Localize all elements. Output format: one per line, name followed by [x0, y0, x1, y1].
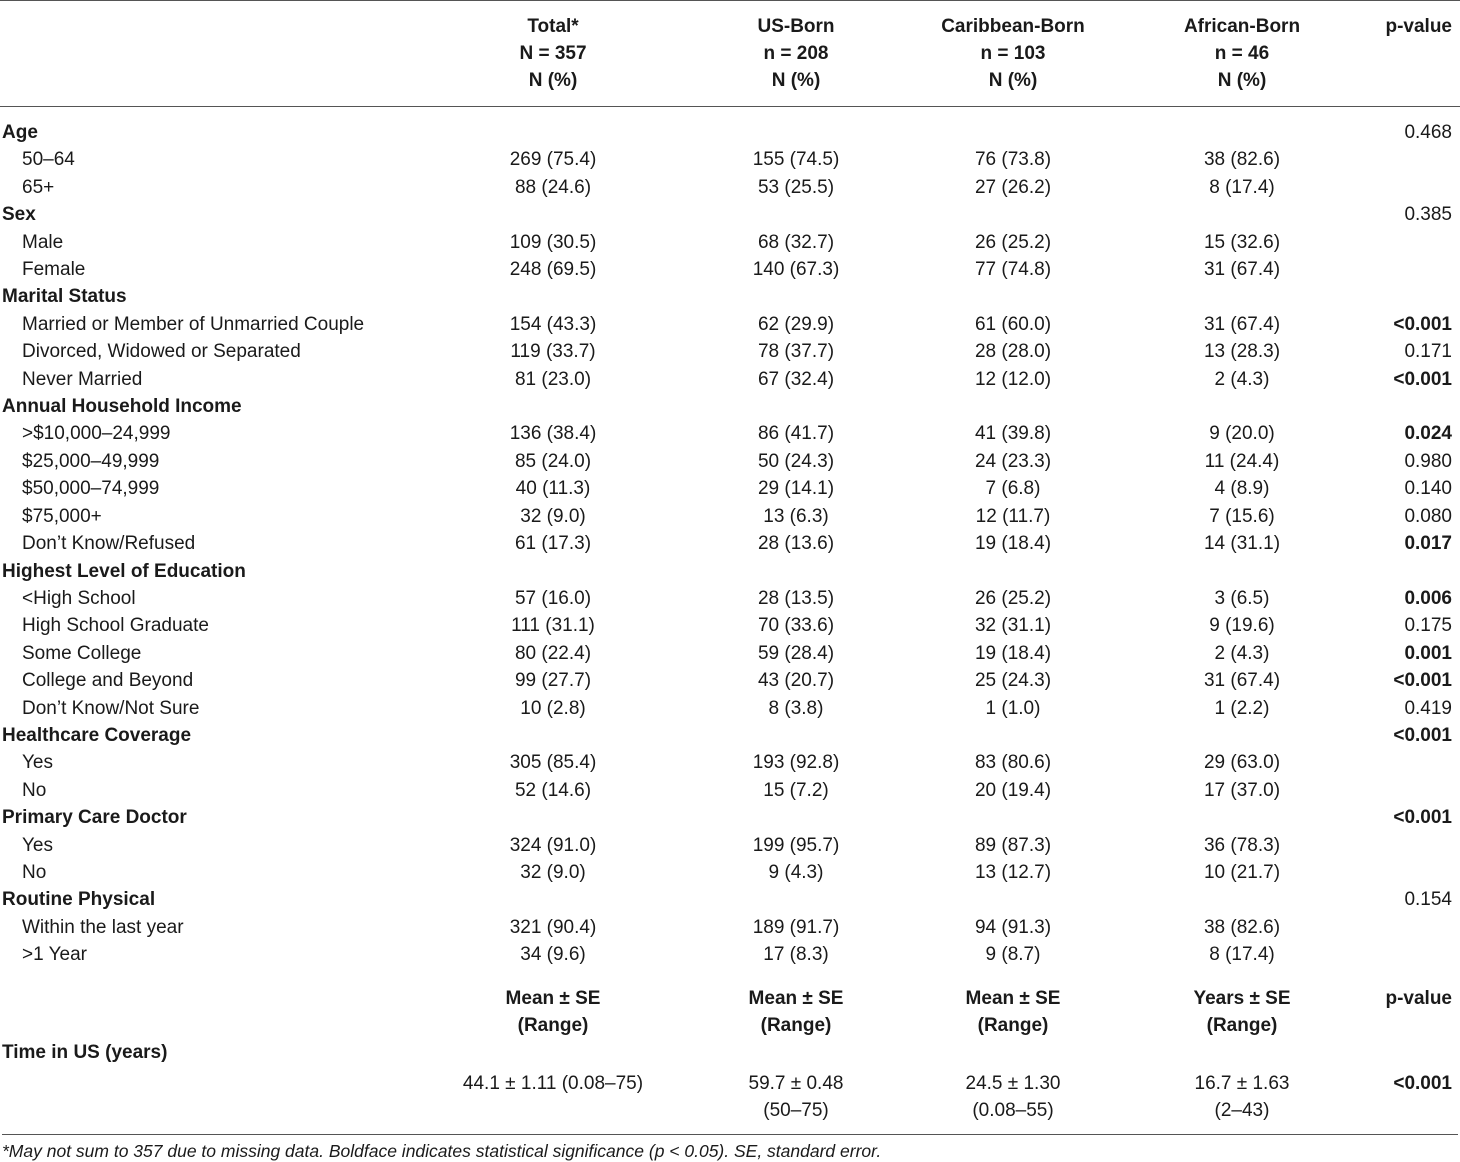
cell-pvalue: [1364, 558, 1460, 585]
cell-caribbean-born: [906, 119, 1120, 146]
cell-us-born: 140 (67.3): [752, 259, 840, 281]
cell-total: 88 (24.6): [514, 176, 592, 198]
cell-total: 85 (24.0): [514, 450, 592, 472]
cell-caribbean-born: 1 (1.0): [985, 697, 1041, 719]
section-label: Age: [2, 122, 38, 143]
cell-total: [420, 393, 686, 420]
mean-header-us-born-l2: (Range): [760, 1014, 832, 1036]
mean-header-caribbean-born-l2: (Range): [977, 1014, 1049, 1036]
cell-african-born: 31 (67.4): [1203, 313, 1281, 335]
cell-pvalue: [1364, 832, 1460, 859]
cell-pvalue: <0.001: [1393, 724, 1452, 746]
cell-pvalue: <0.001: [1393, 807, 1452, 829]
cell-us-born: 13 (6.3): [763, 505, 829, 527]
time-african-born-l2: (2–43): [1214, 1100, 1270, 1121]
time-label-empty-5: [1364, 1039, 1460, 1066]
header-total-unit: N (%): [528, 70, 578, 91]
cell-african-born: [1120, 558, 1364, 585]
table-row: [0, 695, 1460, 722]
cell-caribbean-born: 89 (87.3): [974, 834, 1052, 856]
mean-header-pvalue: p-value: [1385, 987, 1452, 1009]
section-row: [0, 283, 1460, 310]
time-label-empty-1: [420, 1039, 686, 1066]
cell-caribbean-born: [906, 393, 1120, 420]
row-label: Female: [22, 259, 86, 281]
cell-african-born: [1120, 722, 1364, 749]
time-section: [0, 979, 1460, 1130]
cell-caribbean-born: 28 (28.0): [974, 341, 1052, 363]
cell-pvalue: [1364, 174, 1460, 201]
header-african-born: [1120, 1, 1364, 107]
mean-header-african-born: [1120, 979, 1364, 1039]
time-caribbean-born: [906, 1066, 1120, 1130]
section-row: [0, 119, 1460, 146]
header-caribbean-born-unit: N (%): [988, 70, 1038, 91]
cell-pvalue: [1364, 229, 1460, 256]
header-total: [420, 1, 686, 107]
cell-caribbean-born: 25 (24.3): [974, 670, 1052, 692]
table-row: [0, 640, 1460, 667]
cell-african-born: 14 (31.1): [1203, 533, 1281, 555]
cell-pvalue: [1364, 941, 1460, 968]
cell-total: 119 (33.7): [510, 341, 596, 363]
cell-us-born: 155 (74.5): [752, 149, 840, 171]
section-label: Routine Physical: [2, 889, 156, 911]
cell-us-born: 8 (3.8): [768, 697, 824, 719]
cell-pvalue: 0.140: [1404, 478, 1452, 500]
section-row: [0, 201, 1460, 228]
row-label: $75,000+: [22, 505, 102, 527]
cell-caribbean-born: [906, 201, 1120, 228]
section-label: Sex: [2, 204, 36, 226]
table-row: [0, 475, 1460, 502]
header-caribbean-born: [906, 1, 1120, 107]
cell-african-born: 8 (17.4): [1209, 944, 1275, 966]
table-row: [0, 777, 1460, 804]
cell-pvalue: [1364, 256, 1460, 283]
cell-total: 40 (11.3): [515, 478, 591, 500]
cell-us-born: [686, 886, 906, 913]
cell-caribbean-born: 77 (74.8): [974, 259, 1052, 281]
header-pvalue: p-value: [1364, 1, 1460, 107]
header-caribbean-born-n: n = 103: [980, 43, 1046, 64]
time-label-empty-2: [686, 1039, 906, 1066]
cell-us-born: 29 (14.1): [757, 478, 835, 500]
spacer-row: [0, 107, 1460, 120]
cell-pvalue: [1364, 749, 1460, 776]
cell-african-born: 13 (28.3): [1203, 341, 1281, 363]
cell-us-born: 9 (4.3): [768, 861, 824, 883]
cell-us-born: 70 (33.6): [757, 615, 835, 637]
section-label: Marital Status: [2, 286, 127, 308]
mean-header-us-born-l1: Mean ± SE: [748, 987, 844, 1009]
row-label: No: [22, 779, 47, 801]
cell-african-born: [1120, 119, 1364, 146]
table-row: [0, 530, 1460, 557]
table-row: [0, 859, 1460, 886]
cell-us-born: 15 (7.2): [763, 779, 829, 801]
section-row: [0, 886, 1460, 913]
cell-pvalue: [1364, 914, 1460, 941]
cell-total: 34 (9.6): [520, 944, 586, 966]
cell-pvalue: 0.175: [1404, 615, 1452, 637]
cell-african-born: 38 (82.6): [1203, 149, 1281, 171]
cell-us-born: 86 (41.7): [757, 423, 835, 445]
cell-caribbean-born: 26 (25.2): [974, 231, 1052, 253]
cell-african-born: [1120, 201, 1364, 228]
cell-total: [420, 558, 686, 585]
cell-us-born: 189 (91.7): [752, 916, 840, 938]
cell-us-born: [686, 283, 906, 310]
spacer-row: [0, 969, 1460, 979]
mean-header-us-born: [686, 979, 906, 1039]
cell-african-born: 11 (24.4): [1204, 450, 1280, 472]
header-empty: [0, 1, 420, 107]
row-label: Within the last year: [22, 916, 184, 938]
cell-african-born: 8 (17.4): [1209, 176, 1275, 198]
table-row: [0, 366, 1460, 393]
cell-african-born: 9 (20.0): [1209, 423, 1275, 445]
table-row: [0, 256, 1460, 283]
cell-african-born: 7 (15.6): [1209, 505, 1275, 527]
cell-pvalue: <0.001: [1393, 313, 1452, 335]
cell-us-born: [686, 201, 906, 228]
table-row: [0, 448, 1460, 475]
cell-african-born: 31 (67.4): [1203, 670, 1281, 692]
row-label: College and Beyond: [22, 670, 194, 692]
table-row: [0, 174, 1460, 201]
cell-african-born: [1120, 886, 1364, 913]
row-label: Yes: [22, 752, 53, 774]
time-label: Time in US (years): [2, 1041, 168, 1063]
time-values-row: [0, 1066, 1460, 1130]
table-row: [0, 914, 1460, 941]
footnote: *May not sum to 357 due to missing data. Boldface indicates statistical significance (p < 0.05). SE, standard error.: [2, 1134, 1458, 1162]
cell-caribbean-born: 13 (12.7): [974, 861, 1052, 883]
table-row: [0, 585, 1460, 612]
cell-us-born: 28 (13.5): [757, 587, 835, 609]
row-label: Married or Member of Unmarried Couple: [22, 313, 365, 335]
cell-caribbean-born: 9 (8.7): [985, 944, 1041, 966]
time-african-born: [1120, 1066, 1364, 1130]
cell-african-born: 4 (8.9): [1214, 478, 1270, 500]
cell-pvalue: 0.024: [1404, 423, 1452, 445]
header-us-born-title: US-Born: [757, 16, 835, 37]
table-row: [0, 749, 1460, 776]
cell-pvalue: <0.001: [1393, 368, 1452, 390]
cell-caribbean-born: 19 (18.4): [974, 642, 1052, 664]
cell-total: 57 (16.0): [514, 587, 592, 609]
table-row: [0, 503, 1460, 530]
cell-total: 81 (23.0): [514, 368, 592, 390]
row-label: >1 Year: [22, 944, 87, 966]
cell-total: [420, 201, 686, 228]
spacer-cell: [0, 107, 1460, 120]
cell-caribbean-born: [906, 804, 1120, 831]
header-us-born-n: n = 208: [763, 43, 829, 64]
cell-pvalue: [1364, 859, 1460, 886]
section-label: Highest Level of Education: [2, 560, 246, 582]
cell-total: 269 (75.4): [509, 149, 597, 171]
cell-african-born: 2 (4.3): [1214, 368, 1270, 390]
cell-caribbean-born: 61 (60.0): [974, 313, 1052, 335]
cell-total: 32 (9.0): [520, 861, 586, 883]
cell-total: [420, 886, 686, 913]
table-row: [0, 338, 1460, 365]
row-label: 65+: [22, 176, 55, 198]
row-label: 50–64: [22, 149, 75, 171]
row-label: >$10,000–24,999: [22, 423, 171, 445]
cell-us-born: 193 (92.8): [752, 752, 840, 774]
cell-caribbean-born: 24 (23.3): [974, 450, 1052, 472]
cell-pvalue: 0.006: [1404, 587, 1452, 609]
cell-pvalue: 0.468: [1404, 122, 1452, 143]
mean-header-caribbean-born: [906, 979, 1120, 1039]
header-african-born-n: n = 46: [1214, 43, 1270, 64]
cell-us-born: [686, 804, 906, 831]
cell-caribbean-born: 76 (73.8): [974, 149, 1052, 171]
mean-header-african-born-l1: Years ± SE: [1193, 987, 1291, 1009]
cell-pvalue: 0.080: [1404, 505, 1452, 527]
table-row: [0, 311, 1460, 338]
section-label: Healthcare Coverage: [2, 724, 192, 746]
cell-caribbean-born: [906, 722, 1120, 749]
time-pvalue: <0.001: [1393, 1073, 1452, 1094]
table-row: [0, 612, 1460, 639]
cell-caribbean-born: 41 (39.8): [974, 423, 1052, 445]
cell-total: 136 (38.4): [509, 423, 597, 445]
mean-header-empty: [0, 979, 420, 1039]
cell-pvalue: 0.171: [1404, 341, 1452, 363]
cell-african-born: 29 (63.0): [1203, 752, 1281, 774]
cell-us-born: 28 (13.6): [757, 533, 835, 555]
row-label: Some College: [22, 642, 142, 664]
cell-total: 321 (90.4): [509, 916, 597, 938]
cell-total: 52 (14.6): [514, 779, 592, 801]
cell-pvalue: [1364, 146, 1460, 173]
cell-pvalue: 0.017: [1404, 533, 1452, 555]
cell-total: [420, 119, 686, 146]
cell-african-born: 38 (82.6): [1203, 916, 1281, 938]
cell-african-born: 1 (2.2): [1214, 697, 1270, 719]
cell-pvalue: 0.001: [1404, 642, 1452, 664]
cell-us-born: 59 (28.4): [757, 642, 835, 664]
cell-us-born: [686, 393, 906, 420]
cell-us-born: [686, 119, 906, 146]
mean-header-african-born-l2: (Range): [1206, 1014, 1278, 1036]
time-values-empty: [0, 1066, 420, 1130]
section-row: [0, 393, 1460, 420]
cell-caribbean-born: 12 (11.7): [975, 505, 1051, 527]
cell-total: 154 (43.3): [509, 313, 597, 335]
cell-us-born: 50 (24.3): [757, 450, 835, 472]
cell-pvalue: 0.154: [1404, 889, 1452, 911]
header-us-born-unit: N (%): [771, 70, 821, 91]
cell-us-born: 62 (29.9): [757, 313, 835, 335]
row-label: Don’t Know/Refused: [22, 533, 196, 555]
mean-header-row: [0, 979, 1460, 1039]
row-label: $50,000–74,999: [22, 478, 160, 500]
cell-african-born: 15 (32.6): [1203, 231, 1281, 253]
cell-caribbean-born: [906, 558, 1120, 585]
cell-african-born: [1120, 393, 1364, 420]
cell-pvalue: [1364, 393, 1460, 420]
table-row: [0, 420, 1460, 447]
cell-african-born: 9 (19.6): [1209, 615, 1275, 637]
cell-us-born: [686, 722, 906, 749]
row-label: $25,000–49,999: [22, 450, 160, 472]
cell-pvalue: 0.385: [1404, 204, 1452, 226]
cell-caribbean-born: 7 (6.8): [985, 478, 1041, 500]
table-row: [0, 229, 1460, 256]
time-label-empty-3: [906, 1039, 1120, 1066]
cell-caribbean-born: 27 (26.2): [974, 176, 1052, 198]
header-total-n: N = 357: [519, 43, 587, 64]
cell-total: 99 (27.7): [514, 670, 592, 692]
cell-african-born: 10 (21.7): [1203, 861, 1281, 883]
cell-caribbean-born: 26 (25.2): [974, 587, 1052, 609]
cell-total: 10 (2.8): [520, 697, 586, 719]
cell-us-born: 68 (32.7): [757, 231, 835, 253]
cell-caribbean-born: [906, 283, 1120, 310]
mean-header-total-l1: Mean ± SE: [505, 987, 601, 1009]
cell-us-born: [686, 558, 906, 585]
cell-pvalue: [1364, 283, 1460, 310]
cell-total: 305 (85.4): [509, 752, 597, 774]
table-row: [0, 146, 1460, 173]
table-row: [0, 667, 1460, 694]
cell-caribbean-born: 83 (80.6): [974, 752, 1052, 774]
time-african-born-l1: 16.7 ± 1.63: [1194, 1073, 1290, 1094]
time-caribbean-born-l1: 24.5 ± 1.30: [965, 1073, 1061, 1094]
row-label: No: [22, 861, 47, 883]
header-total-title: Total*: [527, 16, 579, 37]
cell-us-born: 17 (8.3): [763, 944, 829, 966]
cell-total: 248 (69.5): [509, 259, 597, 281]
row-label: Don’t Know/Not Sure: [22, 697, 200, 719]
cell-caribbean-born: 19 (18.4): [974, 533, 1052, 555]
cell-total: 111 (31.1): [511, 615, 595, 637]
cell-us-born: 78 (37.7): [757, 341, 835, 363]
section-row: [0, 804, 1460, 831]
time-caribbean-born-l2: (0.08–55): [972, 1100, 1054, 1121]
mean-header-total-l2: (Range): [517, 1014, 589, 1036]
section-row: [0, 722, 1460, 749]
table-row: [0, 941, 1460, 968]
section-label: Primary Care Doctor: [2, 807, 187, 829]
cell-total: 109 (30.5): [509, 231, 597, 253]
section-label: Annual Household Income: [2, 396, 242, 418]
cell-us-born: 199 (95.7): [752, 834, 840, 856]
cell-pvalue: [1364, 777, 1460, 804]
cell-total: [420, 722, 686, 749]
cell-us-born: 67 (32.4): [757, 368, 835, 390]
header-african-born-title: African-Born: [1183, 16, 1301, 37]
section-row: [0, 558, 1460, 585]
mean-header-total: [420, 979, 686, 1039]
cell-pvalue: 0.980: [1404, 450, 1452, 472]
cell-african-born: 31 (67.4): [1203, 259, 1281, 281]
cell-caribbean-born: 12 (12.0): [974, 368, 1052, 390]
row-label: Never Married: [22, 368, 143, 390]
cell-caribbean-born: [906, 886, 1120, 913]
cell-total: 32 (9.0): [520, 505, 586, 527]
cell-caribbean-born: 32 (31.1): [974, 615, 1052, 637]
cell-total: 324 (91.0): [509, 834, 597, 856]
time-total-l1: 44.1 ± 1.11 (0.08–75): [462, 1073, 644, 1094]
header-row: [0, 1, 1460, 107]
table-body: [0, 107, 1460, 979]
cell-african-born: [1120, 283, 1364, 310]
table-row: [0, 832, 1460, 859]
cell-african-born: [1120, 804, 1364, 831]
header-african-born-unit: N (%): [1217, 70, 1267, 91]
time-us-born-l2: (50–75): [763, 1100, 829, 1121]
cell-pvalue: <0.001: [1393, 670, 1452, 692]
cell-us-born: 43 (20.7): [757, 670, 835, 692]
time-label-empty-4: [1120, 1039, 1364, 1066]
header-caribbean-born-title: Caribbean-Born: [941, 16, 1085, 37]
spacer-cell: [0, 969, 1460, 979]
row-label: Yes: [22, 834, 53, 856]
time-us-born-l1: 59.7 ± 0.48: [748, 1073, 844, 1094]
row-label: Male: [22, 231, 64, 253]
cell-caribbean-born: 20 (19.4): [974, 779, 1052, 801]
cell-total: [420, 804, 686, 831]
cell-african-born: 3 (6.5): [1214, 587, 1270, 609]
row-label: <High School: [22, 587, 136, 609]
cell-total: 80 (22.4): [514, 642, 592, 664]
cell-total: 61 (17.3): [514, 533, 592, 555]
time-us-born: [686, 1066, 906, 1130]
time-total: [420, 1066, 686, 1130]
cell-pvalue: 0.419: [1404, 697, 1452, 719]
cell-total: [420, 283, 686, 310]
cell-african-born: 36 (78.3): [1203, 834, 1281, 856]
cell-us-born: 53 (25.5): [757, 176, 835, 198]
cell-african-born: 17 (37.0): [1203, 779, 1281, 801]
cell-african-born: 2 (4.3): [1214, 642, 1270, 664]
time-label-row: [0, 1039, 1460, 1066]
header-us-born: [686, 1, 906, 107]
cell-caribbean-born: 94 (91.3): [974, 916, 1052, 938]
row-label: High School Graduate: [22, 615, 209, 637]
mean-header-caribbean-born-l1: Mean ± SE: [965, 987, 1061, 1009]
row-label: Divorced, Widowed or Separated: [22, 341, 301, 363]
